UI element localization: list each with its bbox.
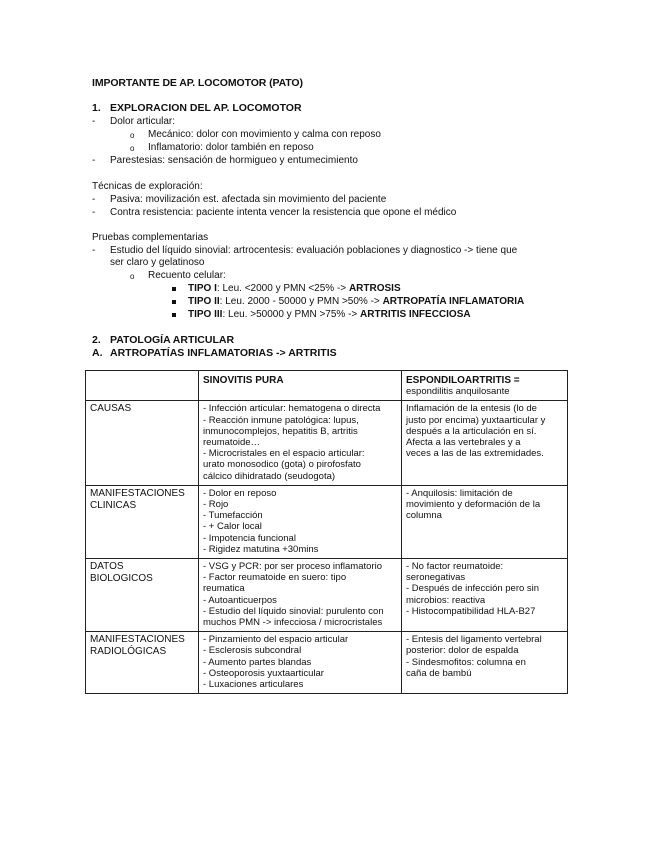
pruebas-title: Pruebas complementarias xyxy=(92,232,209,243)
espondiloartritis-cell-manifestaciones-clinicas xyxy=(402,485,568,558)
section-1-heading xyxy=(92,102,302,114)
cell-line: urato monosodico (gota) o pirofosfato xyxy=(203,459,361,471)
circle-bullet: o xyxy=(130,131,135,140)
row-label-datos-biologicos xyxy=(86,559,199,632)
cell-line: - Microcristales en el espacio articular: xyxy=(203,448,365,460)
table-header-espondiloartritis-title: ESPONDILOARTRITIS = xyxy=(406,375,520,386)
cell-line: - Estudio del líquido sinovial: purulento con xyxy=(203,605,384,617)
cell-line: - Reacción inmune patológica: lupus, xyxy=(203,414,359,426)
cell-line: posterior: dolor de espalda xyxy=(406,645,519,657)
cell-line: BIOLOGICOS xyxy=(90,573,153,585)
tipo-iii-line xyxy=(188,309,471,321)
cell-line: microbios: reactiva xyxy=(406,594,486,606)
cell-line: - + Calor local xyxy=(203,521,262,533)
subsection-a-title: ARTROPATÍAS INFLAMATORIAS -> ARTRITIS xyxy=(110,347,337,359)
dash-bullet: - xyxy=(92,207,96,218)
cell-line: muchos PMN -> infecciosa / microcristales xyxy=(203,617,383,629)
subsection-a-letter: A. xyxy=(92,347,103,359)
table-row-causas xyxy=(86,401,568,485)
cell-line: CLINICAS xyxy=(90,499,137,511)
arthritis-table xyxy=(85,370,568,694)
cell-line: - Impotencia funcional xyxy=(203,532,296,544)
sinovitis-cell-datos-biologicos xyxy=(199,559,402,632)
table-header-sinovitis: SINOVITIS PURA xyxy=(199,371,402,401)
cell-line: inmunocomplejos, hepatitis B, artritis xyxy=(203,425,358,437)
cell-line: - Rojo xyxy=(203,499,229,511)
cell-line: - Entesis del ligamento vertebral xyxy=(406,634,542,646)
cell-line: - Osteoporosis yuxtaarticular xyxy=(203,667,324,679)
cell-line: - Infección articular: hematogena o directa xyxy=(203,403,381,415)
table-header-row xyxy=(86,371,568,401)
table-row-manifestaciones-radiologicas xyxy=(86,632,568,694)
cell-line: - VSG y PCR: por ser proceso inflamatorio xyxy=(203,561,382,573)
cell-line: Afecta a las vertebrales y a xyxy=(406,437,521,449)
row-label-manifestaciones-clinicas xyxy=(86,485,199,558)
cell-line: - Tumefacción xyxy=(203,510,263,522)
cell-line: reumatoide… xyxy=(203,437,261,449)
cell-line: CAUSAS xyxy=(90,403,132,415)
cell-line: - Histocompatibilidad HLA-B27 xyxy=(406,605,536,617)
document-title: IMPORTANTE DE AP. LOCOMOTOR (PATO) xyxy=(92,77,303,89)
tipo-iii-label: TIPO III xyxy=(188,309,223,320)
tipo-iii-text: : Leu. >50000 y PMN >75% -> xyxy=(222,309,361,320)
estudio-line-1: Estudio del líquido sinovial: artrocentesis: evaluación poblaciones y diagnostico -> tiene que xyxy=(110,245,518,256)
tipo-i-text: : Leu. <2000 y PMN <25% -> xyxy=(216,283,349,294)
dash-bullet: - xyxy=(92,245,96,256)
sinovitis-cell-manifestaciones-clinicas xyxy=(199,485,402,558)
tecnica-pasiva: Pasiva: movilización est. afectada sin movimiento del paciente xyxy=(110,194,387,205)
section-2-heading xyxy=(92,334,234,346)
circle-bullet: o xyxy=(130,272,135,281)
table-header-espondiloartritis xyxy=(402,371,568,401)
cell-line: - Anquilosis: limitación de xyxy=(406,487,513,499)
cell-line: MANIFESTACIONES xyxy=(90,487,185,499)
square-bullet xyxy=(172,300,176,304)
espondiloartritis-cell-causas xyxy=(402,401,568,485)
cell-line: seronegativas xyxy=(406,572,466,584)
table-row-datos-biologicos xyxy=(86,559,568,632)
tecnica-contra: Contra resistencia: paciente intenta vencer la resistencia que opone el médico xyxy=(110,207,457,218)
sinovitis-cell-causas xyxy=(199,401,402,485)
square-bullet xyxy=(172,313,176,317)
dash-bullet: - xyxy=(92,116,96,127)
tipo-ii-label: TIPO II xyxy=(188,296,220,307)
table-row-manifestaciones-clinicas xyxy=(86,485,568,558)
parestesias: Parestesias: sensación de hormigueo y entumecimiento xyxy=(110,155,358,166)
table-body xyxy=(86,401,568,694)
section-1-title: EXPLORACION DEL AP. LOCOMOTOR xyxy=(110,102,302,114)
section-2-title: PATOLOGÍA ARTICULAR xyxy=(110,334,235,346)
square-bullet xyxy=(172,287,176,291)
dolor-mecanico: Mecánico: dolor con movimiento y calma con reposo xyxy=(148,129,381,140)
cell-line: - Luxaciones articulares xyxy=(203,679,304,691)
cell-line: reumatica xyxy=(203,583,245,595)
table-header-espondiloartritis-subtitle: espondilitis anquilosante xyxy=(406,386,510,398)
cell-line: justo por encima) yuxtaarticular y xyxy=(406,414,546,426)
cell-line: - Factor reumatoide en suero: tipo xyxy=(203,572,347,584)
tipo-ii-result: ARTROPATÍA INFLAMATORIA xyxy=(382,296,525,307)
dash-bullet: - xyxy=(92,155,96,166)
cell-line: - Dolor en reposo xyxy=(203,487,277,499)
cell-line: cálcico dihidratado (seudogota) xyxy=(203,470,336,482)
row-label-manifestaciones-radiologicas xyxy=(86,632,199,694)
cell-line: - Esclerosis subcondral xyxy=(203,645,302,657)
tipo-i-label: TIPO I xyxy=(188,283,217,294)
tipo-i-line xyxy=(188,283,401,295)
cell-line: caña de bambú xyxy=(406,667,472,679)
sinovitis-cell-manifestaciones-radiologicas xyxy=(199,632,402,694)
section-1-number: 1. xyxy=(92,102,101,114)
cell-line: veces a las de las extremidades. xyxy=(406,448,544,460)
dolor-articular: Dolor articular: xyxy=(110,116,176,127)
recuento-celular: Recuento celular: xyxy=(148,270,226,281)
row-label-causas xyxy=(86,401,199,485)
cell-line: - Después de infección pero sin xyxy=(406,583,540,595)
cell-line: - Aumento partes blandas xyxy=(203,656,312,668)
tipo-i-result: ARTROSIS xyxy=(348,283,401,294)
circle-bullet: o xyxy=(130,144,135,153)
estudio-line-2: ser claro y gelatinoso xyxy=(110,257,205,268)
cell-line: Inflamación de la entesis (lo de xyxy=(406,403,537,415)
dolor-inflamatorio: Inflamatorio: dolor también en reposo xyxy=(148,142,314,153)
cell-line: - Sindesmofitos: columna en xyxy=(406,656,526,668)
espondiloartritis-cell-datos-biologicos xyxy=(402,559,568,632)
espondiloartritis-cell-manifestaciones-radiologicas xyxy=(402,632,568,694)
cell-line: MANIFESTACIONES xyxy=(90,634,185,646)
cell-line: columna xyxy=(406,510,442,522)
section-2-number: 2. xyxy=(92,334,101,346)
cell-line: RADIOLÓGICAS xyxy=(90,646,167,658)
cell-line: DATOS xyxy=(90,561,124,573)
table-header-empty xyxy=(86,371,199,401)
cell-line: - Autoanticuerpos xyxy=(203,594,277,606)
cell-line: - No factor reumatoide: xyxy=(406,561,504,573)
tipo-ii-line xyxy=(188,296,524,308)
tecnicas-title: Técnicas de exploración: xyxy=(92,181,203,192)
cell-line: - Pinzamiento del espacio articular xyxy=(203,634,349,646)
subsection-a-heading xyxy=(92,347,337,359)
dash-bullet: - xyxy=(92,194,96,205)
cell-line: movimiento y deformación de la xyxy=(406,499,541,511)
cell-line: - Rigidez matutina +30mins xyxy=(203,543,319,555)
tipo-ii-text: : Leu. 2000 - 50000 y PMN >50% -> xyxy=(219,296,383,307)
tipo-iii-result: ARTRITIS INFECCIOSA xyxy=(360,309,471,320)
cell-line: después a la articulación en sí. xyxy=(406,425,537,437)
